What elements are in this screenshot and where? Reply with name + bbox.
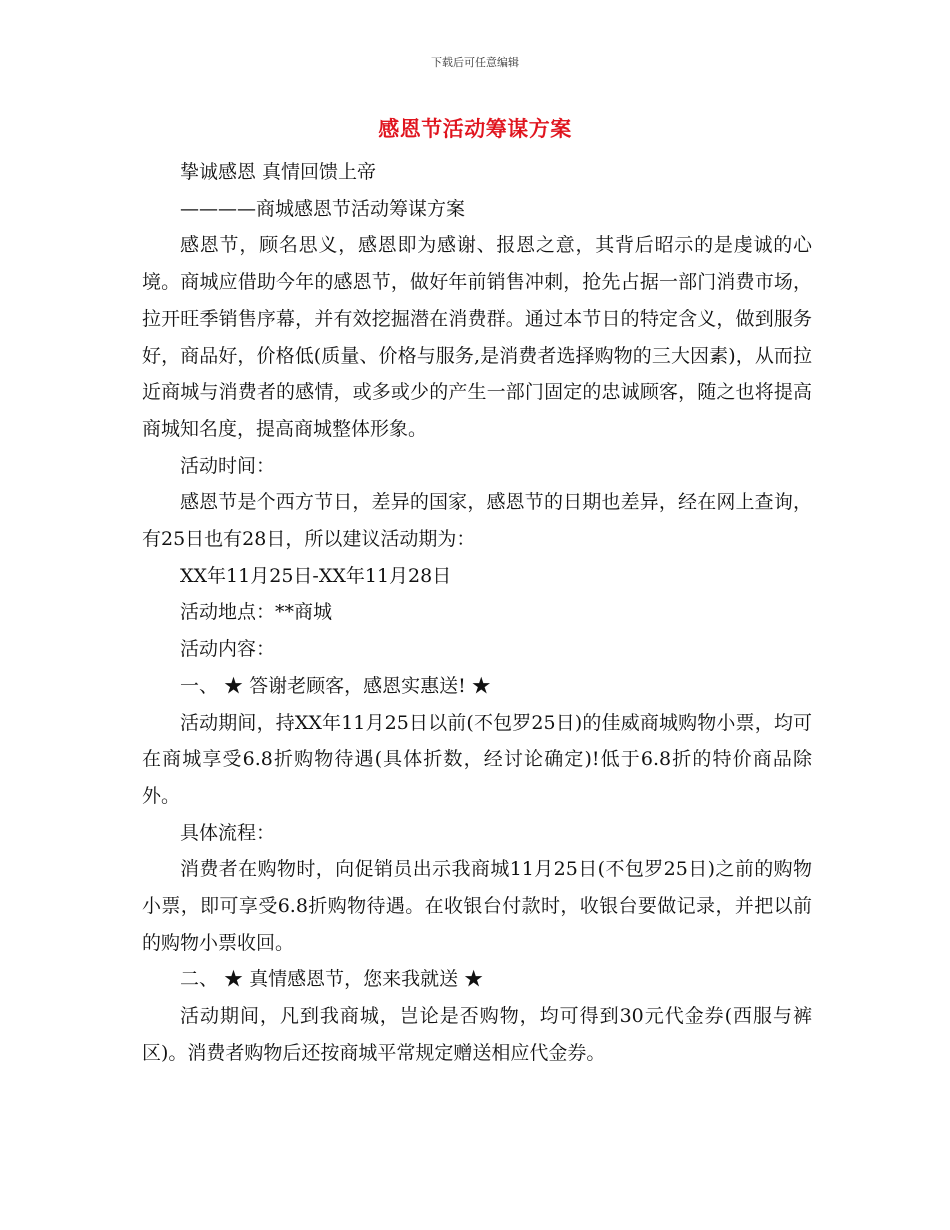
section-heading-location: 活动地点：**商城 <box>180 601 333 624</box>
process-paragraph: 消费者在购物时，向促销员出示我商城11月25日(不包罗25日)之前的购物小票，即可享受6.8折购物待遇。在收银台付款时，收银台要做记录，并把以前的购物小票收回。 <box>142 858 812 954</box>
section-heading-content: 活动内容： <box>180 638 276 661</box>
activity-two-heading: 二、 ★ 真情感恩节，您来我就送 ★ <box>180 968 484 991</box>
subtitle-line: ————商城感恩节活动筹谋方案 <box>180 197 466 220</box>
document-body <box>142 154 812 1072</box>
activity-one-paragraph: 活动期间，持XX年11月25日以前(不包罗25日)的佳威商城购物小票，均可在商城享受6.8折购物待遇(具体折数，经讨论确定)!低于6.8折的特价商品除外。 <box>142 711 812 807</box>
section-heading-time: 活动时间： <box>180 454 276 477</box>
section-heading-process: 具体流程： <box>180 821 276 844</box>
activity-two-paragraph: 活动期间，凡到我商城，岂论是否购物，均可得到30元代金券(西服与裤区)。消费者购物后还按商城平常规定赠送相应代金券。 <box>142 1005 812 1064</box>
slogan: 挚诚感恩 真情回馈上帝 <box>180 161 377 183</box>
date-range: XX年11月25日-XX年11月28日 <box>180 564 452 587</box>
header-note: 下载后可任意编辑 <box>431 56 519 69</box>
activity-one-heading: 一、 ★ 答谢老顾客，感恩实惠送! ★ <box>180 674 491 697</box>
intro-paragraph: 感恩节，顾名思义，感恩即为感谢、报恩之意，其背后昭示的是虔诚的心境。商城应借助今年的感恩节，做好年前销售冲刺，抢先占据一部门消费市场，拉开旺季销售序幕，并有效挖掘潜在消费群。通过本节日的特定含义，做到服务好，商品好，价格低(质量、价格与服务,是消费者选择购物的三大因素)，从而拉近商城与消费者的感情，或多或少的产生一部门固定的忠诚顾客，随之也将提高商城知名度，提高商城整体形象。 <box>142 234 812 440</box>
time-paragraph: 感恩节是个西方节日，差异的国家，感恩节的日期也差异，经在网上查询，有25日也有28日，所以建议活动期为： <box>142 491 812 551</box>
document-title: 感恩节活动筹谋方案 <box>378 116 572 141</box>
